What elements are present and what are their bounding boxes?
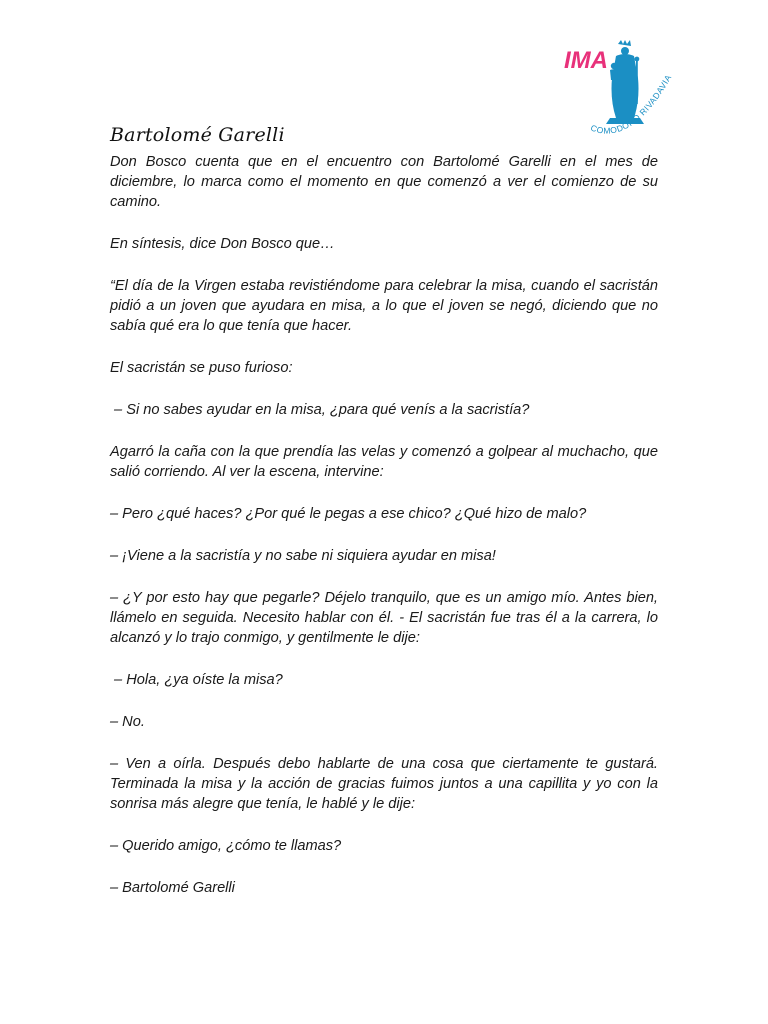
paragraph: “El día de la Virgen estaba revistiéndome para celebrar la misa, cuando el sacristán pidió a un joven que ayudara en misa, a lo que el joven se negó, diciendo que no sabía qué era lo que tenía que hacer. — [110, 278, 658, 334]
paragraph: – Hola, ¿ya oíste la misa? — [110, 672, 283, 688]
paragraph: El sacristán se puso furioso: — [110, 360, 293, 376]
paragraph: – Pero ¿qué haces? ¿Por qué le pegas a ese chico? ¿Qué hizo de malo? — [110, 506, 587, 522]
logo-letters: IMA — [564, 47, 608, 74]
paragraph: Don Bosco cuenta que en el encuentro con Bartolomé Garelli en el mes de diciembre, lo marca como el momento en que comenzó a ver el comienzo de su camino. — [110, 154, 658, 210]
paragraph: – ¿Y por esto hay que pegarle? Déjelo tranquilo, que es un amigo mío. Antes bien, llámelo en seguida. Necesito hablar con él. - El sacristán fue tras él a la carrera, lo alcanzó y lo trajo conmigo, y gentilmente le dije: — [110, 590, 658, 646]
paragraph: – Bartolomé Garelli — [110, 880, 235, 896]
logo-arc-text: COMODORO RIVADAVIA — [589, 72, 674, 136]
paragraph: – Querido amigo, ¿cómo te llamas? — [110, 838, 342, 854]
paragraph: – Ven a oírla. Después debo hablarte de una cosa que ciertamente te gustará. Terminada la misa y la acción de gracias fuimos juntos a una capillita y yo con la sonrisa más alegre que tenía, le hablé y le dije: — [110, 756, 658, 812]
ima-logo — [560, 38, 690, 138]
paragraph: – No. — [110, 714, 145, 730]
paragraph: – Si no sabes ayudar en la misa, ¿para qué venís a la sacristía? — [110, 402, 530, 418]
document-body — [110, 152, 658, 898]
paragraph: En síntesis, dice Don Bosco que… — [110, 236, 335, 252]
document-title: Bartolomé Garelli — [110, 124, 285, 146]
paragraph: Agarró la caña con la que prendía las velas y comenzó a golpear al muchacho, que salió corriendo. Al ver la escena, intervine: — [110, 444, 658, 480]
paragraph: – ¡Viene a la sacristía y no sabe ni siquiera ayudar en misa! — [110, 548, 496, 564]
